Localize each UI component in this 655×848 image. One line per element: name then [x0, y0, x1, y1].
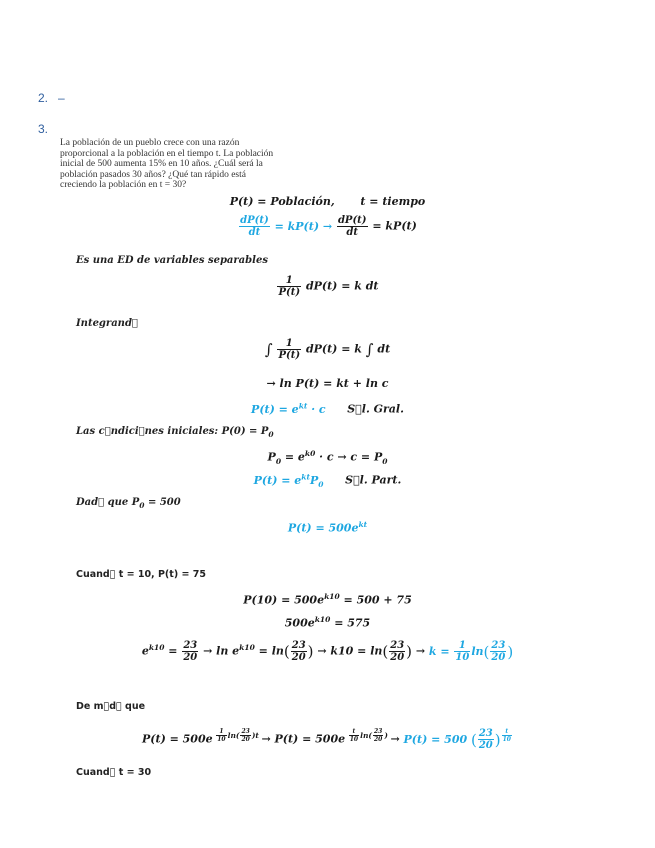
- equation-k: $e^{k10}$ = $\frac{23}{20}$ → $\ln e^{k10} = \ln$( $\frac{23}{20}$ ) → k10 = ln( $\frac{23}{20}$ ) → k = $\frac{1}{10}$ ln( $\frac{23}{20}$ ): [141, 640, 514, 663]
- item-number-2: 2.: [38, 91, 49, 105]
- equation-final: P(t) = 500e $^{\frac{1}{10} ln( \frac{23}{20} )t}$ → P(t) = 500e $^{\frac{t}{10} ln( \frac{23}{20} )}$ → P(t) = 500 ( $\frac{23}{20}$ ) $^{\frac{t}{10}}$: [142, 728, 511, 751]
- equation-integral: ∫ $\frac{1}{P(t)}$ dP(t) = k ∫ dt: [264, 338, 391, 361]
- equation-ode: $\frac{dP(t)}{dt}$ = kP(t) → $\frac{dP(t)}{dt}$ = kP(t): [240, 215, 417, 238]
- label-separable: Es una ED de variables separables: [76, 255, 268, 266]
- equation-initial-condition: $P_0 = e^{k0} \cdot c \to c = P_0$: [267, 449, 388, 466]
- equation-ln: → ln P(t) = kt + ln c: [266, 377, 389, 390]
- equation-p-500: $P(t) = 500e^{kt}$: [287, 520, 368, 535]
- label-initial-conditions: Las c ndici nes iniciales: $P(0) = P_0$: [76, 426, 274, 439]
- final-result: P(t) = 500 ( $\frac{23}{20}$ ) $^{\frac{t}{10}}$: [403, 728, 511, 751]
- item-dash: –: [58, 91, 65, 105]
- label-cuando-10: Cuand  t = 10, P(t) = 75: [76, 569, 206, 580]
- k-result: k = $\frac{1}{10}$ ln( $\frac{23}{20}$ ): [428, 640, 514, 663]
- general-solution-tag: S l. Gral.: [347, 402, 404, 416]
- equation-575: $500e^{k10} = 575$: [284, 615, 371, 630]
- particular-solution-tag: S l. Part.: [345, 473, 402, 487]
- equation-general-solution: $P(t) = e^{kt} \cdot c$ S l. Gral.: [251, 401, 404, 416]
- definitions-line: [0, 195, 655, 208]
- item-number-3: 3.: [38, 122, 49, 136]
- label-dado: Dad  que $P_0 = 500$: [76, 497, 181, 510]
- equation-particular-solution: $P(t) = e^{kt}P_0$ S l. Part.: [253, 472, 402, 489]
- label-cuando-30: Cuand  t = 30: [76, 767, 152, 778]
- equation-separated: $\frac{1}{P(t)}$ dP(t) = k dt: [278, 275, 379, 298]
- label-de-modo: De m d  que: [76, 701, 146, 712]
- definition-population: P(t) = Población,: [229, 195, 335, 208]
- definition-time: t = tiempo: [360, 195, 426, 208]
- problem-statement: La población de un pueblo crece con una razón proporcional a la población en el tiempo t. La población inicial de 500 aumenta 15% en 10 años. ¿Cuál será la población pasados 30 años? ¿Qué tan rápido está creciendo la población en t = 30?: [60, 138, 274, 191]
- label-integrando: Integrand : [76, 318, 138, 329]
- equation-p10: $P(10) = 500e^{k10} = 500 + 75$: [243, 592, 412, 607]
